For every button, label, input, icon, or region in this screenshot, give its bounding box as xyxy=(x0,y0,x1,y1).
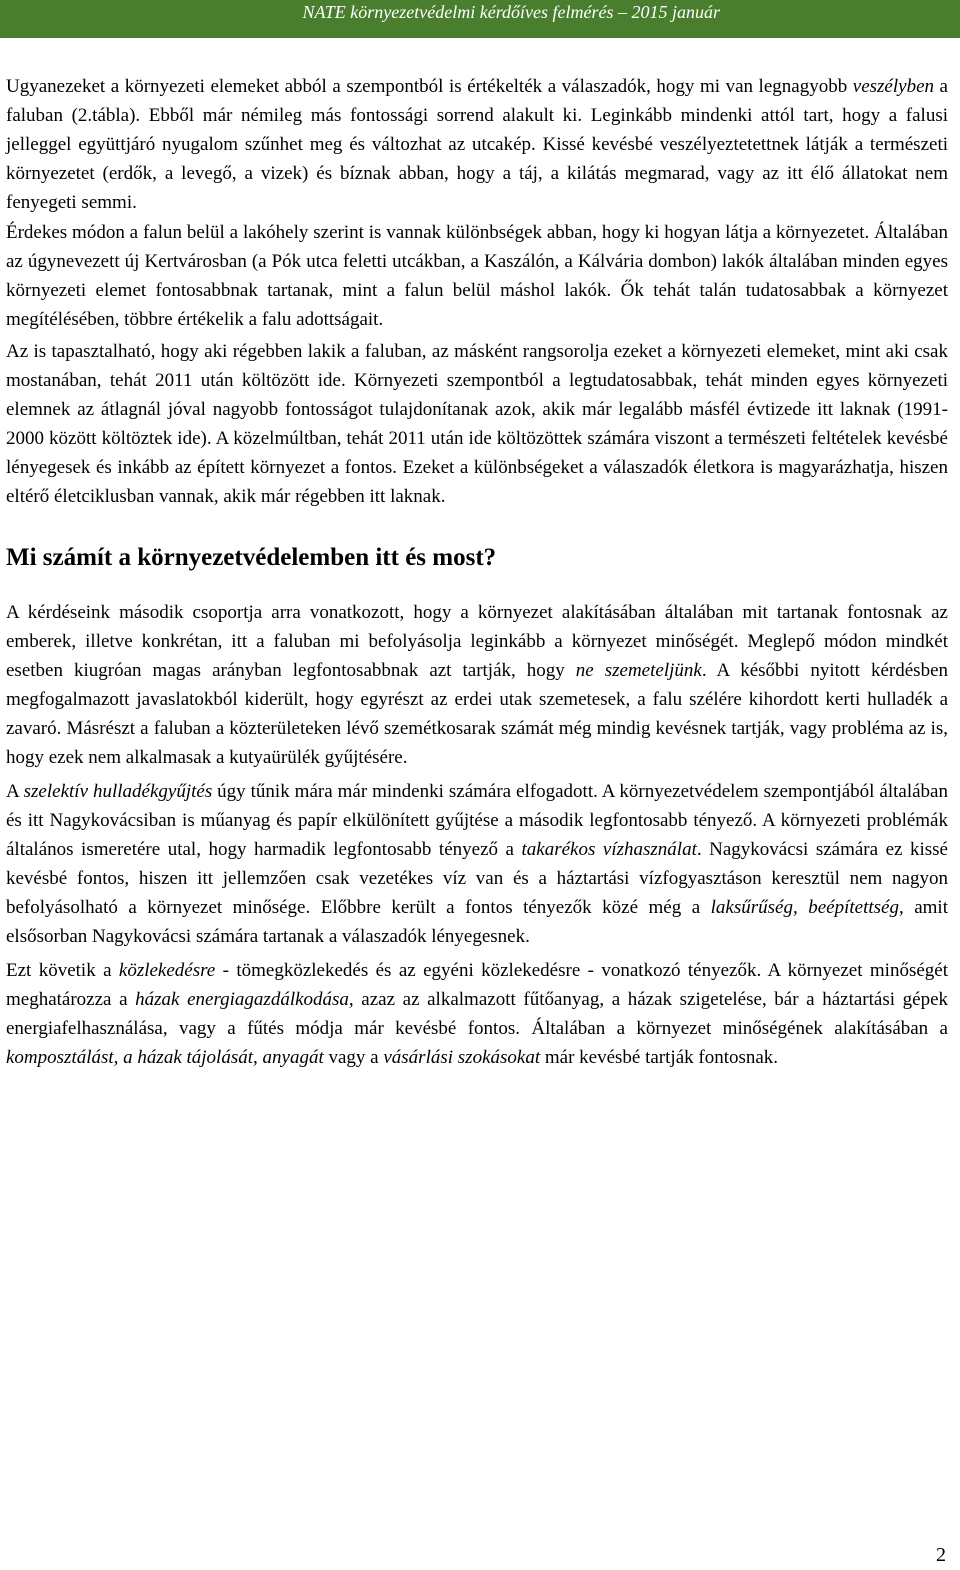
emphasis-run: takarékos vízhasználat xyxy=(521,839,697,860)
text-run: Ezt követik a xyxy=(6,960,119,981)
document-body xyxy=(6,72,948,1073)
section-heading: Mi számít a környezetvédelemben itt és most? xyxy=(6,544,497,571)
page-number: 2 xyxy=(936,1544,946,1566)
emphasis-run: laksűrűség, beépítettség xyxy=(710,897,899,918)
paragraph-5 xyxy=(6,777,948,951)
page-header-bar xyxy=(0,0,960,38)
emphasis-run: komposztálást, a házak tájolását, anyagát xyxy=(6,1047,324,1068)
text-run: azaz az alkalmazott fűtőanyag, a házak szigetelése, bár a háztartási gépek energiafelhasználása, vagy a fűtés módja már kevésbé fontos. Általában a környezet minőségének alakításában a xyxy=(6,989,948,1039)
emphasis-run: ne szemeteljünk xyxy=(575,660,702,681)
paragraph-3: Az is tapasztalható, hogy aki régebben lakik a faluban, az másként rangsorolja ezeket a környezeti elemeket, mint aki csak mostanában, tehát 2011 után költözött ide. Környezeti szempontból a legtudatosabbak, tehát minden egyes környezeti elemnek az átlagnál jóval nagyobb fontosságot tulajdonítanak azok, akik már legalább másfél évtizede itt laknak (1991-2000 között költöztek ide). A közelmúltban, tehát 2011 után ide költözöttek számára viszont a természeti feltételek kevésbé lényegesek és inkább az épített környezet a fontos. Ezeket a különbségeket a válaszadók életkora is magyarázhatja, hiszen eltérő életciklusban vannak, akik már régebben itt laknak. xyxy=(6,341,948,507)
emphasis-run: házak energiagazdálkodása, xyxy=(135,989,354,1010)
paragraph-6 xyxy=(6,956,948,1072)
text-run: , amit elsősorban Nagykovácsi számára tartanak a válaszadók lényegesnek. xyxy=(6,897,948,947)
text-run: - tömegközlekedés és az egyéni közlekedésre - vonatkozó tényezők. A környezet minőségét meghatározza a xyxy=(6,960,948,1010)
text-run: A xyxy=(6,781,24,802)
section-heading-wrap xyxy=(6,512,948,572)
emphasis-run: szelektív hulladékgyűjtés xyxy=(23,781,213,802)
text-run: A kérdéseink második csoportja arra vonatkozott, hogy a környezet alakításában általában mit tartanak fontosnak az emberek, illetve konkrétan, itt a faluban mi befolyásolja leginkább a környezet minőségét. Meglepő módon mindkét esetben kiugróan magas arányban legfontosabbnak azt tartják, hogy xyxy=(6,602,948,681)
text-run: Ugyanezeket a környezeti elemeket abból a szempontból is értékelték a válaszadók, hogy mi van legnagyobb xyxy=(6,76,853,97)
header-title: NATE környezetvédelmi kérdőíves felmérés – 2015 január xyxy=(302,2,720,22)
emphasis-run: közlekedésre xyxy=(118,960,216,981)
text-run: úgy tűnik mára már mindenki számára elfogadott. A környezetvédelem szempontjából általában és itt Nagykovácsiban is műanyag és papír elkülönített gyűjtése a második legfontosabb tényező. A környezeti problémák általános ismeretére utal, hogy harmadik legfontosabb tényező a xyxy=(6,781,948,860)
text-run: már kevésbé tartják fontosnak. xyxy=(540,1047,779,1068)
text-run: . A későbbi nyitott kérdésben megfogalmazott javaslatokból kiderült, hogy egyrészt az erdei utak szemetesek, a falu szélére kihordott kerti hulladék a zavaró. Másrészt a faluban a közterületeken lévő szemétkosarak számát még mindig kevésnek tartják, vagy probléma az is, hogy ezek nem alkalmasak a kutyaürülék gyűjtésére. xyxy=(6,660,948,768)
emphasis-run: vásárlási szokásokat xyxy=(383,1047,541,1068)
text-run: vagy a xyxy=(323,1047,384,1068)
paragraph-4 xyxy=(6,598,948,772)
emphasis-run: veszélyben xyxy=(852,76,934,97)
text-run: . Nagykovácsi számára ez kissé kevésbé fontos, hiszen itt jellemzően csak vezetékes víz van és a háztartási vízfogyasztáson keresztül nem nagyon befolyásolható a környezet minősége. Előbbre került a fontos tényezők közé még a xyxy=(6,839,948,918)
paragraph-2: Érdekes módon a falun belül a lakóhely szerint is vannak különbségek abban, hogy ki hogyan látja a környezetet. Általában az úgynevezett új Kertvárosban (a Pók utca feletti utcákban, a Kaszálón, a Kálvária dombon) lakók általában minden egyes környezeti elemet fontosabbnak tartanak, mint a falun belül máshol lakók. Ők tehát talán tudatosabbak a környezet megítélésében, többre értékelik a falu adottságait. xyxy=(6,222,948,330)
paragraph-1 xyxy=(6,72,948,217)
text-run: a faluban (2.tábla). Ebből már némileg más fontossági sorrend alakult ki. Leginkább mindenki attól tart, hogy a falusi jelleggel együttjáró nyugalom szűnhet meg és változhat az utcakép. Kissé kevésbé veszélyeztetettnek látják a természeti környezetet (erdők, a levegő, a vizek) és bíznak abban, hogy a táj, a kilátás megmarad, vagy az itt élő állatokat nem fenyegeti semmi. xyxy=(6,76,948,213)
